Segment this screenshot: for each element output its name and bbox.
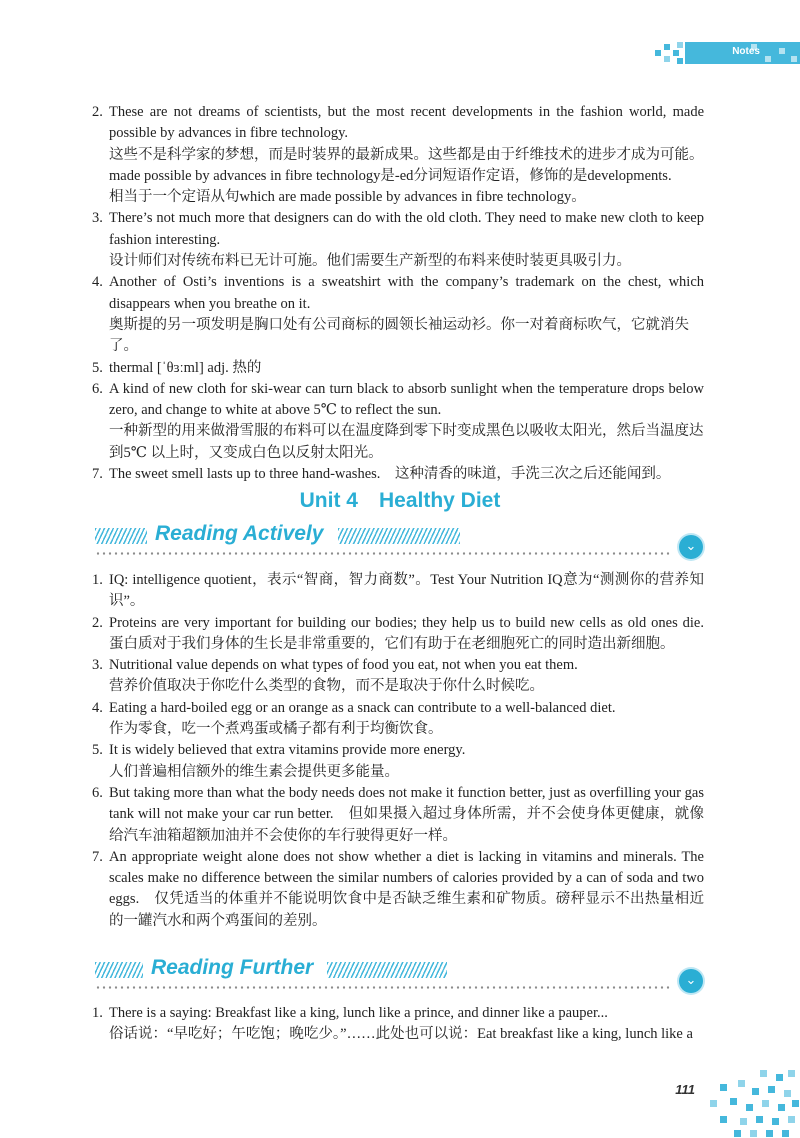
chevron-down-icon: ⌄ [679, 969, 703, 993]
item-number: 5. [92, 742, 103, 759]
list-item [92, 847, 704, 932]
reading-actively-notes [92, 570, 719, 932]
item-chinese: 俗话说：“早吃好；午吃饱；晚吃少。”……此处也可以说：Eat breakfast like a king, lunch like a [109, 1026, 693, 1043]
list-item [92, 613, 719, 656]
stripe-decoration [338, 528, 460, 544]
list-item [92, 1003, 704, 1046]
item-number: 2. [92, 104, 103, 120]
item-english: Another of Osti’s inventions is a sweatshirt with the company’s trademark on the chest, which disappears when you breathe on it. [109, 274, 704, 312]
item-number: 6. [92, 784, 103, 801]
item-english: There is a saying: Breakfast like a king, lunch like a prince, and dinner like a pauper... [109, 1005, 608, 1021]
item-chinese: 这些不是科学家的梦想，而是时装界的最新成果。这些都是由于纤维技术的进步才成为可能。 [109, 146, 704, 163]
item-english: Nutritional value depends on what types of food you eat, not when you eat them. [109, 657, 578, 674]
stripe-decoration [95, 528, 147, 544]
list-item [92, 698, 704, 741]
item-english: An appropriate weight alone does not show whether a diet is lacking in vitamins and minerals. The scales make no difference between the similar numbers of calories provided by a can of soda and two eggs. 仅凭适当的体重并不能说明饮食中是否缺乏维生素和矿物质。磅秤显示不出热量相近的一罐汽水和两个鸡蛋间的差别。 [109, 848, 704, 929]
item-chinese: 一种新型的用来做滑雪服的布料可以在温度降到零下时变成黑色以吸收太阳光，然后当温度达到5℃ 以上时，又变成白色以反射太阳光。 [109, 423, 704, 461]
item-english: These are not dreams of scientists, but the most recent developments in the fashion world, made possible by advances in fibre technology. [109, 104, 704, 142]
reading-further-notes [92, 1003, 704, 1046]
item-number: 3. [92, 210, 103, 227]
chevron-down-icon: ⌄ [679, 535, 703, 559]
list-item [92, 783, 704, 847]
item-chinese: 设计师们对传统布料已无计可施。他们需要生产新型的布料来使时装更具吸引力。 [109, 253, 631, 270]
list-item [92, 208, 704, 272]
notes-header-band [655, 42, 800, 64]
item-chinese: 作为零食，吃一个煮鸡蛋或橘子都有利于均衡饮食。 [109, 721, 443, 738]
item-note: made possible by advances in fibre technology是-ed分词短语作定语，修饰的是developments. [109, 167, 672, 184]
stripe-decoration [327, 962, 447, 978]
item-english: thermal [ˈθɜːml] adj. 热的 [109, 359, 262, 376]
item-english: There’s not much more that designers can do with the old cloth. They need to make new cloth to keep fashion interesting. [109, 210, 704, 248]
list-item [92, 272, 704, 357]
item-note: 相当于一个定语从句which are made possible by advances in fibre technology。 [109, 189, 586, 206]
dotted-divider [95, 552, 670, 555]
list-item [92, 358, 704, 379]
pixel-decoration [700, 1070, 800, 1138]
item-english: A kind of new cloth for ski-wear can turn black to absorb sunlight when the temperature drops below zero, and change to white at above 5℃ to reflect the sun. [109, 380, 704, 419]
item-number: 6. [92, 380, 103, 397]
stripe-decoration [95, 962, 143, 978]
list-item [92, 740, 704, 783]
section-title: Reading Actively [155, 522, 324, 545]
page-number: 111 [675, 1082, 695, 1097]
item-english: IQ: intelligence quotient，表示“智商，智力商数”。Test Your Nutrition IQ意为“测测你的营养知识”。 [109, 572, 704, 610]
list-item [92, 570, 704, 613]
item-english: It is widely believed that extra vitamins provide more energy. [109, 742, 466, 759]
item-number: 2. [92, 614, 103, 631]
item-chinese: 人们普遍相信额外的维生素会提供更多能量。 [109, 763, 399, 780]
item-number: 4. [92, 274, 103, 291]
list-item [92, 655, 704, 698]
section-header-reading-further [95, 956, 707, 990]
notes-label: Notes [732, 46, 760, 57]
item-chinese: 营养价值取决于你吃什么类型的食物，而不是取决于你什么时候吃。 [109, 678, 544, 695]
item-number: 7. [92, 848, 103, 865]
dotted-divider [95, 986, 670, 989]
unit3-notes-continued [92, 102, 704, 485]
list-item [92, 102, 704, 208]
item-number: 3. [92, 657, 103, 674]
item-number: 1. [92, 1005, 103, 1021]
section-title: Reading Further [151, 956, 314, 979]
item-english: Eating a hard-boiled egg or an orange as a snack can contribute to a well-balanced diet. [109, 699, 616, 716]
item-chinese: 奥斯提的另一项发明是胸口处有公司商标的圆领长袖运动衫。你一对着商标吹气，它就消失了。 [109, 316, 689, 355]
section-header-reading-actively [95, 522, 707, 556]
list-item [92, 379, 704, 464]
item-number: 1. [92, 572, 103, 588]
item-english: Proteins are very important for building our bodies; they help us to build new cells as old ones die. 蛋白质对于我们身体的生长是非常重要的，它们有助于在老细胞死亡的同时造出新细胞。 [109, 614, 719, 652]
item-number: 7. [92, 466, 103, 483]
item-english: But taking more than what the body needs does not make it function better, just as overfilling your gas tank will not make your car run better. 但如果摄入超过身体所需，并不会使身体更健康，就像给汽车油箱超额加油并不会使你的车行驶得更好一样。 [109, 784, 704, 844]
item-number: 4. [92, 699, 103, 716]
unit-title: Unit 4 Healthy Diet [299, 489, 501, 512]
list-item [92, 464, 704, 485]
item-english: The sweet smell lasts up to three hand-washes. 这种清香的味道，手洗三次之后还能闻到。 [109, 466, 671, 483]
item-number: 5. [92, 359, 103, 376]
